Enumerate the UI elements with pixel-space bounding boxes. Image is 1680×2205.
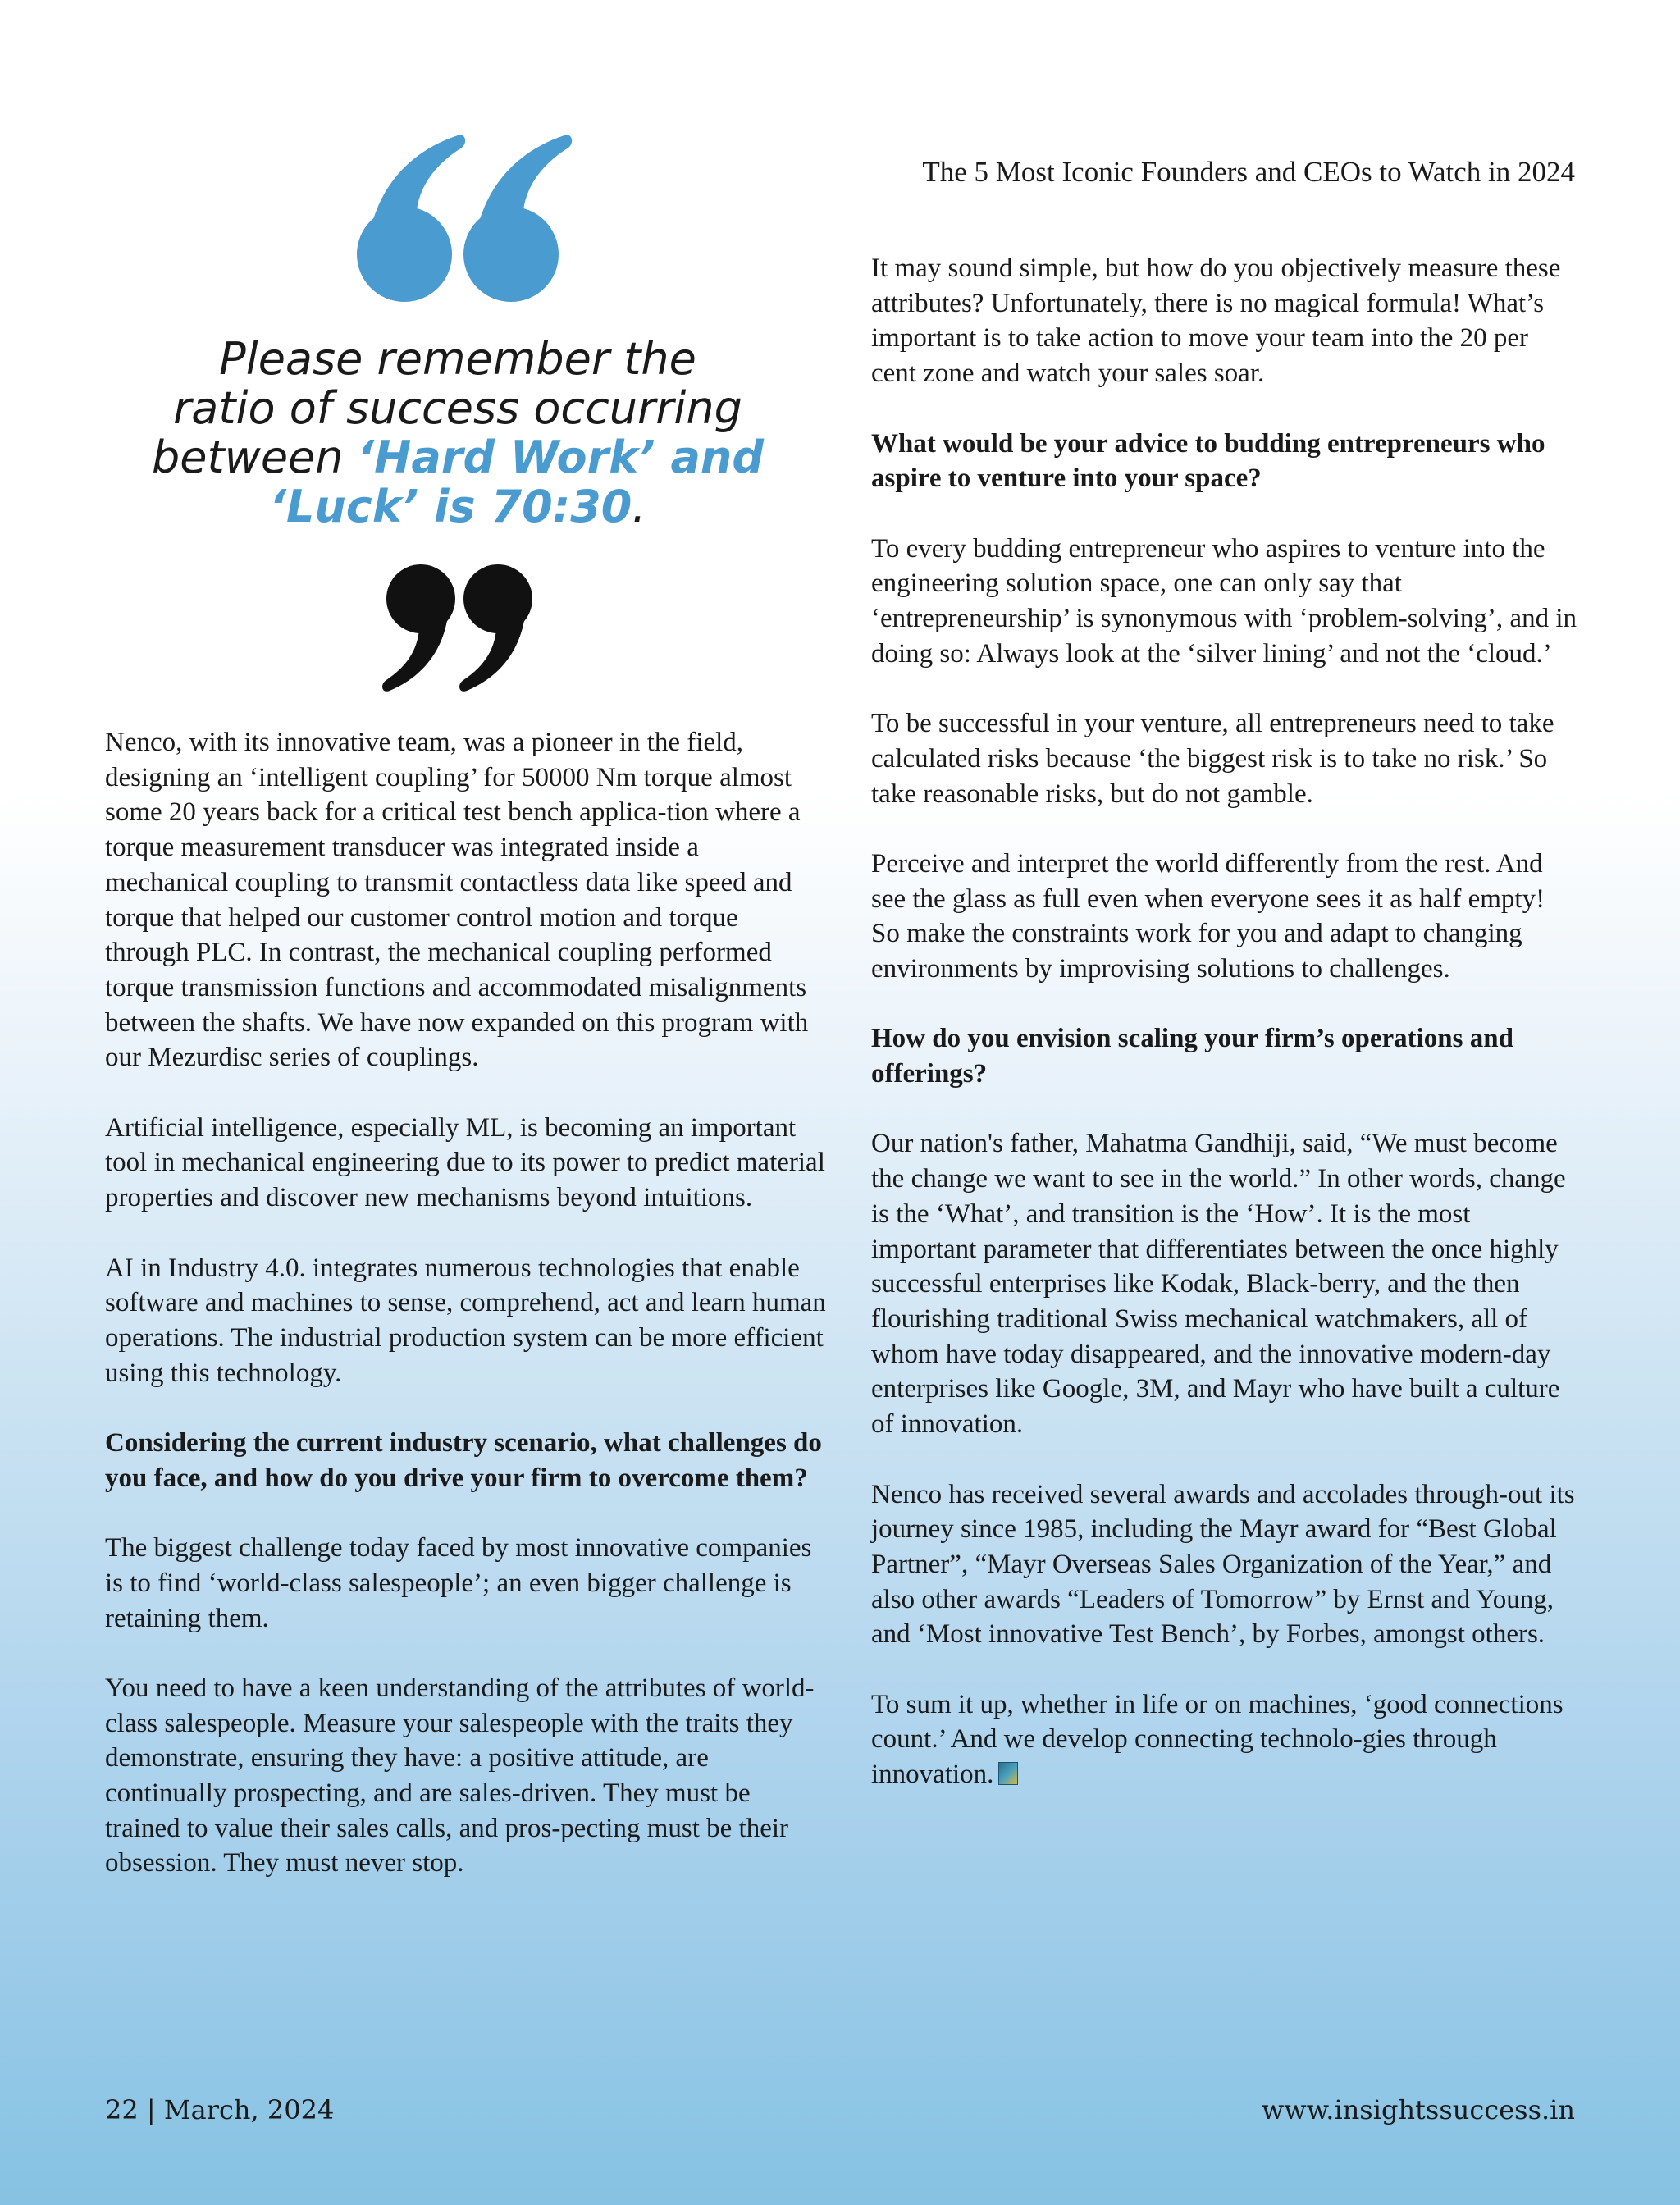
left-column <box>105 725 827 1916</box>
interview-question: How do you envision scaling your firm’s operations and offerings? <box>871 1024 1513 1089</box>
body-paragraph: To every budding entrepreneur who aspires to venture into the engineering solution space, one can only say that ‘entrepreneurship’ is synonymous with ‘problem-solving’, and in doing so: Always look at the ‘silver lining’ and not the ‘cloud.’ <box>871 533 1577 669</box>
website-link[interactable]: www.insightssuccess.in <box>1261 2094 1575 2125</box>
closing-paragraph: To sum it up, whether in life or on machines, ‘good connections count.’ And we develop connecting technolo-gies through innovation. <box>871 1689 1564 1790</box>
pull-quote-line: ‘Luck’ is 70:30. <box>269 481 646 532</box>
open-quote-icon <box>343 131 573 312</box>
body-paragraph: AI in Industry 4.0. integrates numerous technologies that enable software and machines to sense, comprehend, act and learn human operations. The industrial production system can be more efficient using this technology. <box>105 1253 826 1388</box>
pull-quote-text <box>105 335 810 532</box>
body-paragraph: To be successful in your venture, all entrepreneurs need to take calculated risks because ‘the biggest risk is to take no risk.’ So take reasonable risks, but do not gamble. <box>871 709 1554 809</box>
body-paragraph: The biggest challenge today faced by most innovative companies is to find ‘world-class salespeople’; an even bigger challenge is retaining them. <box>105 1533 812 1633</box>
pull-quote-highlight: ‘Hard Work’ and <box>357 431 765 483</box>
body-paragraph: Our nation's father, Mahatma Gandhiji, said, “We must become the change we want to see in the world.” In other words, change is the ‘What’, and transition is the ‘How’. It is the most important parameter that differentiates between the once highly successful enterprises like Kodak, Black-berry, and the then flourishing traditional Swiss mechanical watchmakers, all of whom have today disappeared, and the innovative modern-day enterprises like Google, 3M, and Mayr who have built a culture of innovation. <box>871 1129 1566 1440</box>
interview-question: What would be your advice to budding entrepreneurs who aspire to venture into your space? <box>871 428 1545 494</box>
close-quote-icon <box>380 561 536 692</box>
body-paragraph: Nenco has received several awards and accolades through-out its journey since 1985, including the Mayr award for “Best Global Partner”, “Mayr Overseas Sales Organization of the Year,” and also other awards “Leaders of Tomorrow” by Ernst and Young, and ‘Most innovative Test Bench’, by Forbes, amongst others. <box>871 1479 1575 1650</box>
pull-quote <box>105 131 810 692</box>
body-paragraph: It may sound simple, but how do you objectively measure these attributes? Unfortunately, there is no magical formula! What’s important is to take action to move your team into the 20 per cent zone and watch your sales soar. <box>871 253 1561 389</box>
pull-quote-highlight: ‘Luck’ is 70:30 <box>269 481 632 532</box>
right-column <box>871 251 1577 1828</box>
end-mark-icon <box>998 1762 1018 1785</box>
page-number: 22 | March, 2024 <box>105 2094 335 2125</box>
body-paragraph: Nenco, with its innovative team, was a pioneer in the field, designing an ‘intelligent coupling’ for 50000 Nm torque almost some 20 years back for a critical test bench applica-tion where a torque measurement transducer was integrated inside a mechanical coupling to transmit contactless data like speed and torque that helped our customer control motion and torque through PLC. In contrast, the mechanical coupling performed torque transmission functions and accommodated misalignments between the shafts. We have now expanded on this program with our Mezurdisc series of couplings. <box>105 728 809 1073</box>
pull-quote-line: ratio of success occurring <box>173 382 742 434</box>
interview-question: Considering the current industry scenario, what challenges do you face, and how do you drive your firm to overcome them? <box>105 1428 822 1493</box>
pull-quote-line: between ‘Hard Work’ and <box>151 431 765 483</box>
pull-quote-line: Please remember the <box>219 333 696 385</box>
running-title: The 5 Most Iconic Founders and CEOs to Watch in 2024 <box>922 156 1575 188</box>
body-paragraph: Perceive and interpret the world differently from the rest. And see the glass as full even when everyone sees it as half empty! So make the constraints work for you and adapt to changing environments by improvising solutions to challenges. <box>871 848 1545 984</box>
body-paragraph: Artificial intelligence, especially ML, is becoming an important tool in mechanical engineering due to its power to predict material properties and discover new mechanisms beyond intuitions. <box>105 1112 825 1213</box>
body-paragraph: You need to have a keen understanding of the attributes of world-class salespeople. Measure your salespeople with the traits they demonstrate, ensuring they have: a positive attitude, are continually prospecting, and are sales-driven. They must be trained to value their sales calls, and pros-pecting must be their obsession. They must never stop. <box>105 1673 815 1879</box>
